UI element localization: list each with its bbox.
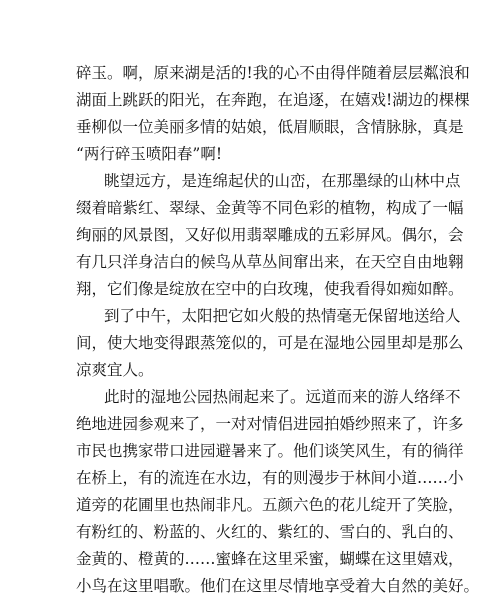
paragraph-first-line: 眺望远方，是连绵起伏的山峦，在那墨绿的山林中点 [104,172,461,190]
paragraph-first-line: 到了中午，太阳把它如火般的热情毫无保留地送给人 [104,307,461,325]
text-line: 湖面上跳跃的阳光，在奔跑，在追逐，在嬉戏!湖边的棵棵 [76,91,470,109]
text-line: 有粉红的、粉蓝的、火红的、紫红的、雪白的、乳白的、 [76,523,464,541]
text-line: 缀着暗紫红、翠绿、金黄等不同色彩的植物，构成了一幅 [76,199,464,217]
text-line: 垂柳似一位美丽多情的姑娘，低眉顺眼，含情脉脉，真是 [76,118,464,136]
text-line: 碎玉。啊，原来湖是活的!我的心不由得伴随着层层粼浪和 [76,64,470,82]
text-line: 在桥上，有的流连在水边，有的则漫步于林间小道……小 [76,469,464,487]
text-line: 市民也携家带口进园避暑来了。他们谈笑风生，有的徜徉 [76,442,464,460]
text-line: 小鸟在这里唱歌。他们在这里尽情地享受着大自然的美好。 [76,577,480,595]
text-line: 道旁的花圃里也热闹非凡。五颜六色的花儿绽开了笑脸， [76,496,464,514]
text-line: 金黄的、橙黄的……蜜蜂在这里采蜜，蝴蝶在这里嬉戏， [76,550,464,568]
text-line: 有几只洋身洁白的候鸟从草丛间窜出来，在天空自由地翱 [76,253,464,271]
text-line: 翔，它们像是绽放在空中的白玫瑰，使我看得如痴如醉。 [76,280,464,298]
text-line: “两行碎玉喷阳春”啊! [76,145,223,163]
text-line: 绝地进园参观来了，一对对情侣进园拍婚纱照来了，许多 [76,415,464,433]
text-line: 绚丽的风景图，又好似用翡翠雕成的五彩屏风。偶尔，会 [76,226,464,244]
text-line: 凉爽宜人。 [76,361,154,379]
paragraph-first-line: 此时的湿地公园热闹起来了。远道而来的游人络绎不 [104,388,461,406]
text-line: 间，使大地变得跟蒸笼似的，可是在湿地公园里却是那么 [76,334,464,352]
